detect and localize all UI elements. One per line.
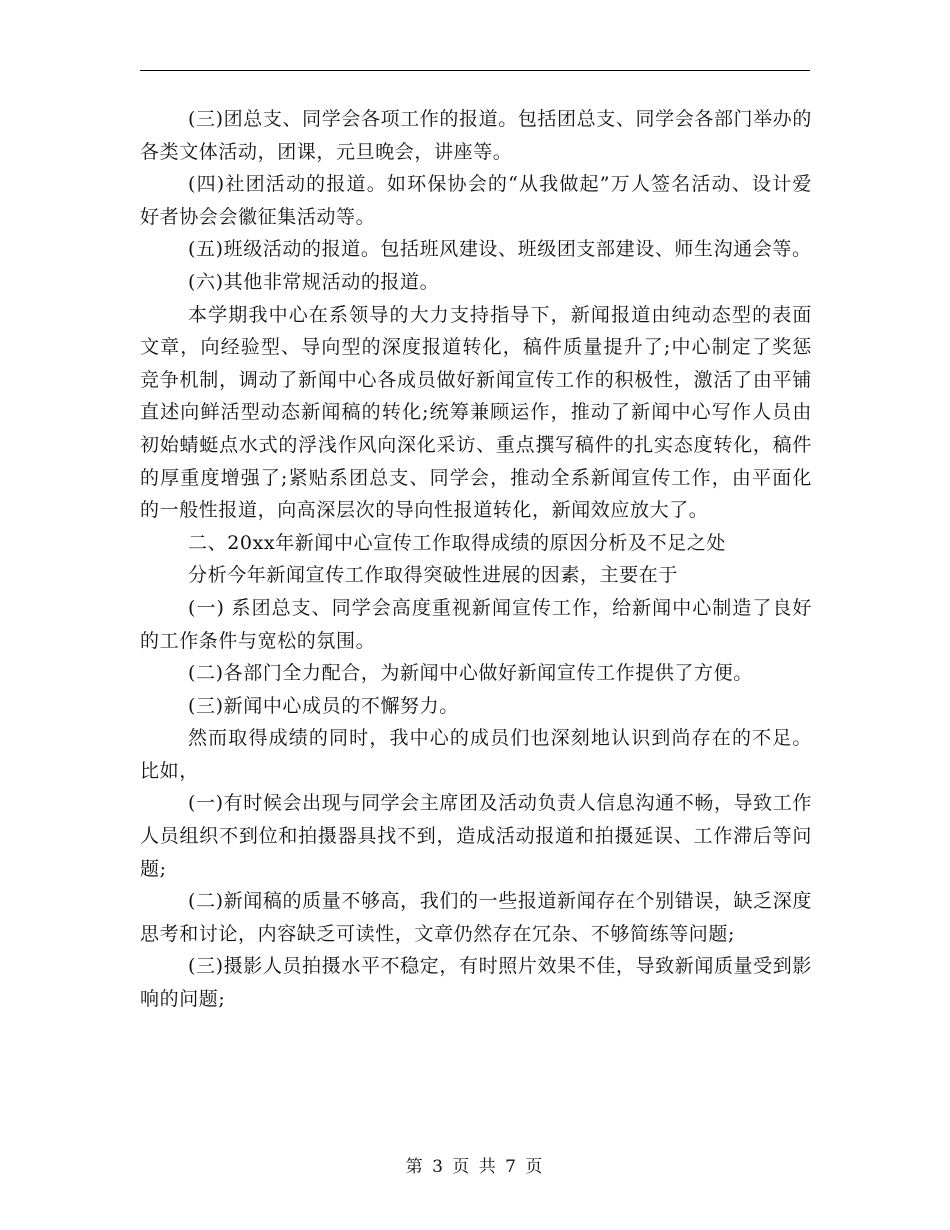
paragraph: (三)团总支、同学会各项工作的报道。包括团总支、同学会各部门举办的各类文体活动，团课，元旦晚会，讲座等。 [140, 108, 812, 163]
paragraph: (五)班级活动的报道。包括班风建设、班级团支部建设、师生沟通会等。 [188, 238, 812, 261]
document-body [140, 103, 812, 1016]
paragraph: (二)新闻稿的质量不够高，我们的一些报道新闻存在个别错误，缺乏深度思考和讨论，内容缺乏可读性，文章仍然存在冗杂、不够简练等问题; [140, 890, 812, 945]
paragraph: (四)社团活动的报道。如环保协会的“从我做起”万人签名活动、设计爱好者协会会徽征集活动等。 [140, 173, 812, 228]
paragraph: (六)其他非常规活动的报道。 [188, 270, 440, 293]
section-heading: 二、20xx年新闻中心宣传工作取得成绩的原因分析及不足之处 [188, 531, 727, 554]
paragraph: (三)新闻中心成员的不懈努力。 [188, 694, 459, 717]
paragraph: 分析今年新闻宣传工作取得突破性进展的因素，主要在于 [188, 564, 679, 587]
paragraph: 本学期我中心在系领导的大力支持指导下，新闻报道由纯动态型的表面文章，向经验型、导向型的深度报道转化，稿件质量提升了;中心制定了奖惩竞争机制，调动了新闻中心各成员做好新闻宣传工作的积极性，激活了由平铺直述向鲜活型动态新闻稿的转化;统筹兼顾运作，推动了新闻中心写作人员由初始蜻蜓点水式的浮浅作风向深化采访、重点撰写稿件的扎实态度转化，稿件的厚重度增强了;紧贴系团总支、同学会，推动全系新闻宣传工作，由平面化的一般性报道，向高深层次的导向性报道转化，新闻效应放大了。 [140, 303, 812, 522]
paragraph: (一)有时候会出现与同学会主席团及活动负责人信息沟通不畅，导致工作人员组织不到位和拍摄器具找不到，造成活动报道和拍摄延误、工作滞后等问题; [140, 792, 812, 880]
paragraph: 然而取得成绩的同时，我中心的成员们也深刻地认识到尚存在的不足。比如， [140, 727, 812, 782]
paragraph: (一) 系团总支、同学会高度重视新闻宣传工作，给新闻中心制造了良好的工作条件与宽松的氛围。 [140, 596, 812, 652]
page-number-footer: 第 3 页 共 7 页 [405, 1157, 545, 1177]
header-rule [140, 70, 810, 71]
paragraph: (三)摄影人员拍摄水平不稳定，有时照片效果不佳，导致新闻质量受到影响的问题; [140, 955, 812, 1011]
paragraph: (二)各部门全力配合，为新闻中心做好新闻宣传工作提供了方便。 [188, 662, 753, 685]
